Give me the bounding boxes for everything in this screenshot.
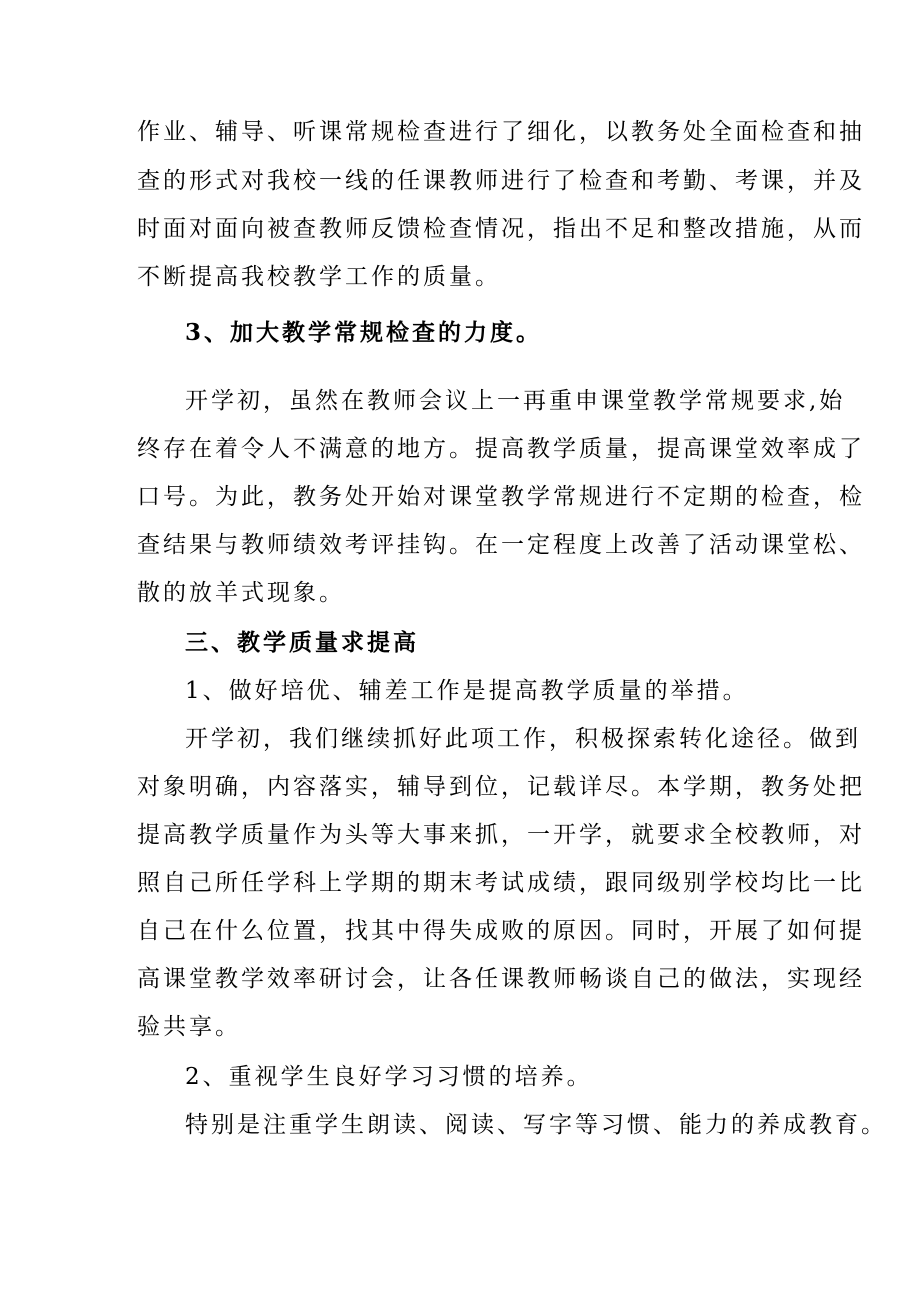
paragraph-line: 时面对面向被查教师反馈检查情况，指出不足和整改措施，从而 <box>137 216 865 242</box>
subheading-1: 1、做好培优、辅差工作是提高教学质量的举措。 <box>185 678 749 704</box>
paragraph-line: 提高教学质量作为头等大事来抓，一开学，就要求全校教师，对 <box>137 822 865 848</box>
paragraph-line: 开学初，虽然在教师会议上一再重申课堂教学常规要求,始 <box>185 388 846 414</box>
paragraph-line: 查结果与教师绩效考评挂钩。在一定程度上改善了活动课堂松、 <box>137 532 865 558</box>
paragraph-line: 照自己所任学科上学期的期末考试成绩，跟同级别学校均比一比 <box>137 870 865 896</box>
paragraph-line: 自己在什么位置，找其中得失成败的原因。同时，开展了如何提 <box>137 918 865 944</box>
paragraph-line: 查的形式对我校一线的任课教师进行了检查和考勤、考课，并及 <box>137 168 865 194</box>
paragraph-line: 终存在着令人不满意的地方。提高教学质量，提高课堂效率成了 <box>137 436 865 462</box>
paragraph-line: 口号。为此，教务处开始对课堂教学常规进行不定期的检查，检 <box>137 484 865 510</box>
paragraph-line: 高课堂教学效率研讨会，让各任课教师畅谈自己的做法，实现经 <box>137 966 865 992</box>
paragraph-line: 对象明确，内容落实，辅导到位，记载详尽。本学期，教务处把 <box>137 774 865 800</box>
paragraph-line: 散的放羊式现象。 <box>137 580 345 606</box>
heading-3: 3、加大教学常规检查的力度。 <box>185 319 543 346</box>
section-heading: 三、教学质量求提高 <box>185 629 419 656</box>
paragraph-line: 不断提高我校教学工作的质量。 <box>137 264 501 290</box>
paragraph-line: 特别是注重学生朗读、阅读、写字等习惯、能力的养成教育。 <box>185 1112 887 1138</box>
paragraph-line: 开学初，我们继续抓好此项工作，积极探索转化途径。做到 <box>185 726 861 752</box>
paragraph-line: 作业、辅导、听课常规检查进行了细化，以教务处全面检查和抽 <box>137 119 865 145</box>
subheading-2: 2、重视学生良好学习习惯的培养。 <box>185 1064 593 1090</box>
paragraph-line: 验共享。 <box>137 1014 241 1040</box>
